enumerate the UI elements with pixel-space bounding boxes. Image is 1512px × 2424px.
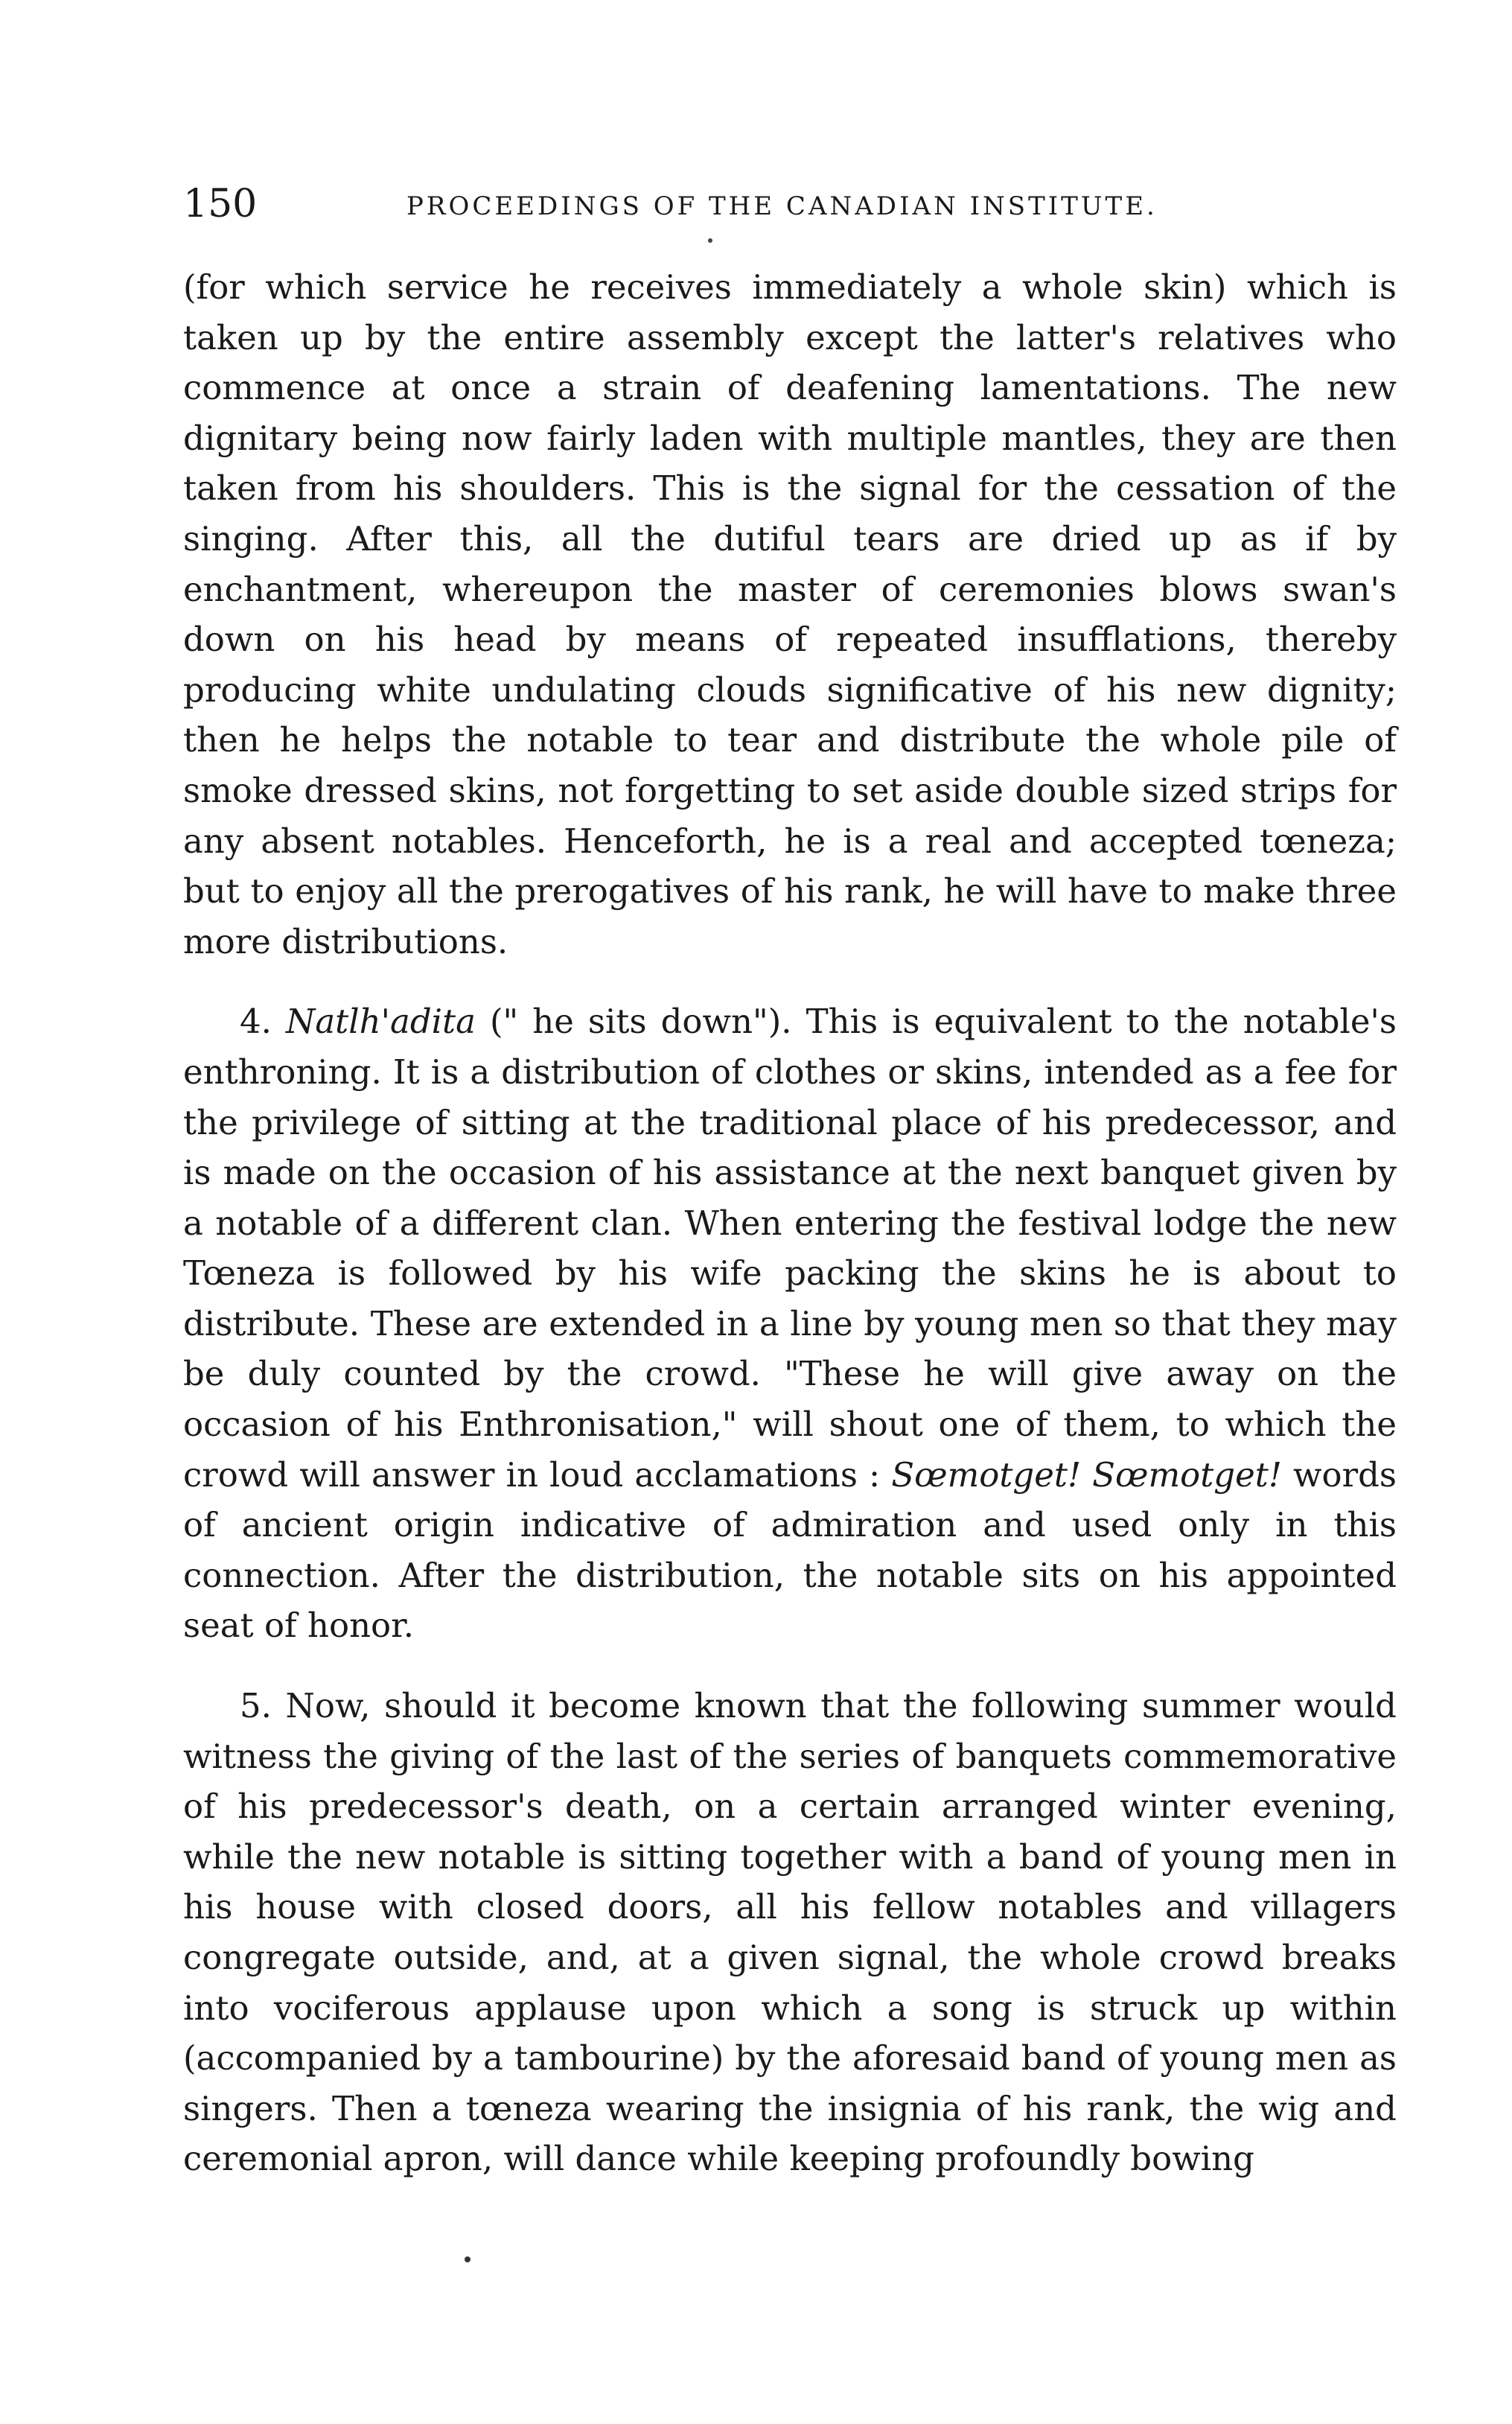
paragraph-text: words of ancient origin indicative of admiration and used only in this connection. After the distribution, the notable sits on his appointed seat of honor.: [183, 1454, 1397, 1646]
acclamation-word: Sœmotget!: [1092, 1454, 1282, 1495]
print-speck: [465, 2256, 470, 2262]
paragraph-text: This is equivalent to the notable's enthroning. It is a distribution of clothes or skins, intended as a fee for the privilege of sitting at the traditional place of his predecessor, and is made on the occasion of his assistance at the next banquet given by a notable of a different clan. When entering the festival lodge the new Tœneza is followed by his wife packing the skins he is about to distribute. These are extended in a line by young men so that they may be duly counted by the crowd. "These he will give away on the occasion of his Enthronisation," will shout one of them, to which the crowd will answer in loud acclamations :: [183, 1002, 1397, 1495]
print-speck: [708, 238, 712, 243]
term-gloss: (" he sits down").: [489, 1002, 792, 1042]
running-head-title: PROCEEDINGS OF THE CANADIAN INSTITUTE.: [406, 191, 1158, 221]
paragraph-number: 4.: [240, 1002, 272, 1042]
acclamation-word: Sœmotget!: [891, 1454, 1082, 1495]
running-head: [183, 182, 1397, 234]
page-number: 150: [183, 182, 258, 226]
body-text: [183, 262, 1397, 2184]
paragraph-4: [183, 996, 1397, 1651]
paragraph-continued: (for which service he receives immediately a whole skin) which is taken up by the entire assembly except the latter's relatives who commence at once a strain of deafening lamentations. The new dignitary being now fairly laden with multiple mantles, they are then taken from his shoulders. This is the signal for the cessation of the singing. After this, all the dutiful tears are dried up as if by enchantment, whereupon the master of ceremonies blows swan's down on his head by means of repeated insufflations, thereby producing white undulating clouds significative of his new dignity; then he helps the notable to tear and distribute the whole pile of smoke dressed skins, not forgetting to set aside double sized strips for any absent notables. Henceforth, he is a real and accepted tœneza; but to enjoy all the prerogatives of his rank, he will have to make three more distributions.: [183, 267, 1397, 961]
paragraph-5: 5. Now, should it become known that the following summer would witness the giving of the last of the series of banquets commemorative of his predecessor's death, on a certain arranged winter evening, while the new notable is sitting together with a band of young men in his house with closed doors, all his fellow notables and villagers congregate outside, and, at a given signal, the whole crowd breaks into vociferous applause upon which a song is struck up within (accompanied by a tambourine) by the aforesaid band of young men as singers. Then a tœneza wearing the insignia of his rank, the wig and ceremonial apron, will dance while keeping profoundly bowing: [183, 1686, 1397, 2179]
native-term: Natlh'adita: [285, 1002, 476, 1042]
